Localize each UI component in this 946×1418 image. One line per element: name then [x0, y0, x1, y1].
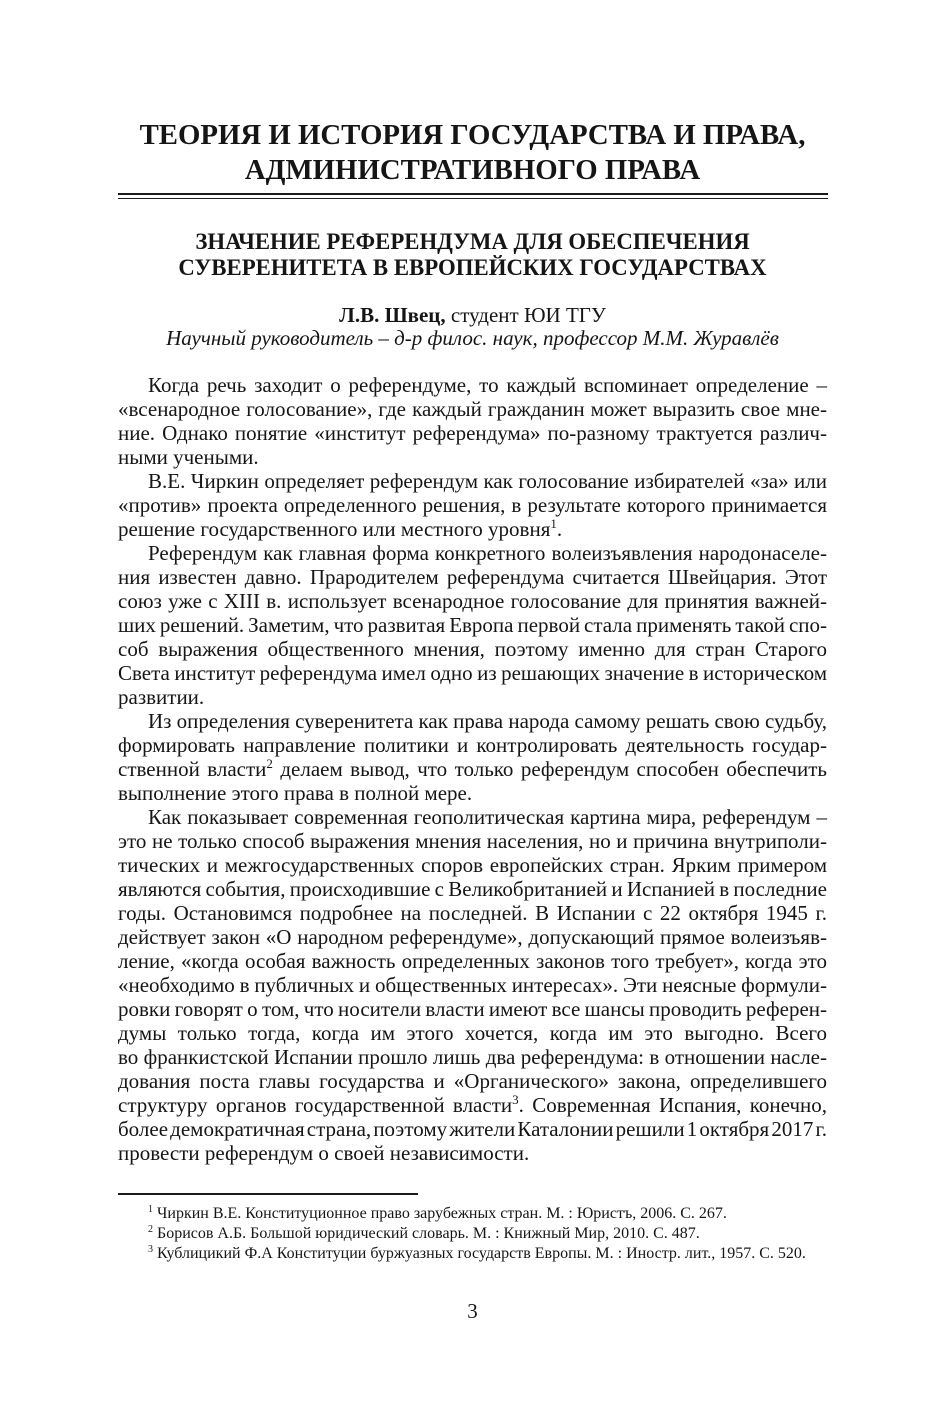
paragraph [118, 541, 827, 709]
footnote-text: Чиркин В.Е. Конституционное право зарубежных стран. М. : Юристъ, 2006. С. 267. [157, 1205, 727, 1222]
section-header-line-1: ТЕОРИЯ И ИСТОРИЯ ГОСУДАРСТВА И ПРАВА, [139, 119, 806, 151]
text-line: Когда речь заходит о референдуме, то каждый вспоминает определение – [148, 373, 827, 397]
text-line: Референдум как главная форма конкретного волеизъявления народонаселе- [148, 541, 827, 565]
article-title [118, 229, 827, 281]
text-line [118, 757, 827, 781]
text-line: выполнение этого права в полной мере. [118, 781, 473, 805]
footnote-number: 3 [148, 1244, 153, 1255]
footnote-reference: 3 [512, 1092, 519, 1107]
footnote [118, 1224, 827, 1244]
footnote [118, 1204, 827, 1224]
section-header [118, 118, 827, 188]
text-line [118, 517, 827, 541]
paragraph [118, 805, 827, 1165]
paragraph [118, 709, 827, 805]
text-line: ния известен давно. Прародителем референдума считается Швейцария. Этот [118, 565, 827, 589]
footnote-number: 1 [148, 1204, 153, 1215]
text-line: годы. Остановимся подробнее на последней. В Испании с 22 октября 1945 г. [118, 901, 827, 925]
text-line: ших решений. Заметим, что развитая Европа первой стала применять такой спо- [118, 613, 827, 637]
text-line [118, 1093, 827, 1117]
text-line: формировать направление политики и контролировать деятельность государ- [118, 733, 827, 757]
section-divider-thin [118, 198, 828, 199]
page-number: 3 [467, 1299, 478, 1323]
article-body [118, 373, 827, 1165]
paragraph [118, 373, 827, 469]
supervisor-line: Научный руководитель – д-р филос. наук, профессор М.М. Журавлёв [166, 326, 779, 350]
paragraph [118, 469, 827, 541]
footnote-text: Кублицикий Ф.А Конституции буржуазных государств Европы. М. : Иностр. лит., 1957. С. 520. [157, 1245, 806, 1262]
text-line: тических и межгосударственных споров европейских стран. Ярким примером [118, 853, 827, 877]
section-divider-thick [118, 193, 828, 195]
text-line: Из определения суверенитета как права народа самому решать свою судьбу, [148, 709, 827, 733]
text-line: ровки говорят о том, что носители власти имеют все шансы проводить референ- [118, 997, 827, 1021]
text-line: дования поста главы государства и «Органического» закона, определившего [118, 1069, 827, 1093]
footnote-reference: 1 [550, 516, 557, 531]
text-line: являются события, происходившие с Великобританией и Испанией в последние [118, 877, 827, 901]
text-line: «необходимо в публичных и общественных интересах». Эти неясные формули- [118, 973, 827, 997]
text-line: В.Е. Чиркин определяет референдум как голосование избирателей «за» или [148, 469, 827, 493]
text-line: Как показывает современная геополитическая картина мира, референдум – [148, 805, 827, 829]
footnote-number: 2 [148, 1224, 153, 1235]
footnote-reference: 2 [266, 756, 273, 771]
text-line: развитии. [118, 685, 205, 709]
text-line: союз уже с XIII в. использует всенародное голосование для принятия важней- [118, 589, 827, 613]
footnote [118, 1244, 827, 1264]
text-segment: структуру органов государственной власти [118, 1093, 513, 1117]
text-segment: решение государственного или местного уровня [118, 517, 551, 541]
author-position: студент ЮИ ТГУ [450, 303, 606, 327]
text-line: соб выражения общественного мнения, поэтому именно для стран Старого [118, 637, 827, 661]
text-segment: делаем вывод, что только референдум способен обеспечить [272, 757, 827, 781]
text-line: Света институт референдума имел одно из решающих значение в историческом [118, 661, 827, 685]
section-header-line-2: АДМИНИСТРАТИВНОГО ПРАВА [244, 154, 701, 186]
article-title-line-2: СУВЕРЕНИТЕТА В ЕВРОПЕЙСКИХ ГОСУДАРСТВАХ [178, 255, 767, 280]
text-line: ние. Однако понятие «институт референдума» по-разному трактуется различ- [118, 421, 827, 445]
text-line: во франкистской Испании прошло лишь два референдума: в отношении насле- [118, 1045, 827, 1069]
text-segment: ственной власти [118, 757, 267, 781]
text-line: это не только способ выражения мнения населения, но и причина внутриполи- [118, 829, 827, 853]
footnote-separator [118, 1193, 418, 1195]
text-line: ными учеными. [118, 445, 259, 469]
text-segment: . Современная Испания, конечно, [518, 1093, 827, 1117]
text-segment: . [556, 517, 563, 541]
article-title-line-1: ЗНАЧЕНИЕ РЕФЕРЕНДУМА ДЛЯ ОБЕСПЕЧЕНИЯ [195, 229, 750, 254]
text-line: «всенародное голосование», где каждый гражданин может выразить свое мне- [118, 397, 827, 421]
author-name: Л.В. Швец, [339, 303, 446, 327]
footnote-text: Борисов А.Б. Большой юридический словарь. М. : Книжный Мир, 2010. С. 487. [157, 1225, 700, 1242]
text-line: ление, «когда особая важность определенных законов того требует», когда это [118, 949, 827, 973]
text-line: «против» проекта определенного решения, в результате которого принимается [118, 493, 827, 517]
text-line: действует закон «О народном референдуме», допускающий прямое волеизъяв- [118, 925, 827, 949]
text-line: более демократичная страна, поэтому жители Каталонии решили 1 октября 2017 г. [118, 1117, 827, 1141]
footnotes [118, 1204, 827, 1264]
text-line: думы только тогда, когда им этого хочется, когда им это выгодно. Всего [118, 1021, 827, 1045]
author-line [118, 303, 827, 327]
text-line: провести референдум о своей независимости. [118, 1141, 530, 1165]
